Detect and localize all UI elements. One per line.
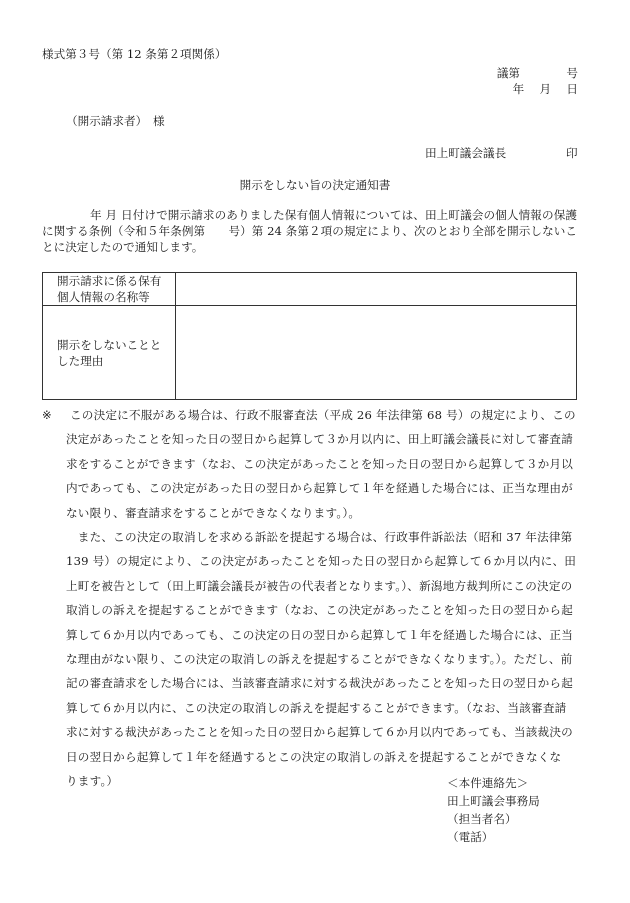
table-label-line: 開示請求に係る保有	[57, 274, 162, 288]
note-line: ります。）	[66, 774, 119, 789]
body-paragraph: 年 月 日付けで開示請求のありました保有個人情報については、田上町議会の個人情報の保護に関する条例（令和５年条例第 号）第 24 条第２項の規定により、次のとおり全部を開示しないことに決定したので通知します。	[42, 208, 577, 254]
contact-office: 田上町議会事務局	[447, 794, 540, 808]
contact-phone: （電話）	[447, 830, 494, 844]
note-line: また、この決定の取消しを求める訴訟を提起する場合は、行政事件訴訟法（昭和 37 年法律第	[66, 530, 573, 545]
note-line: 内であっても、この決定があった日の翌日から起算して１年を経過した場合には、正当な理由が	[66, 481, 573, 496]
note-line: 上町を被告として（田上町議会議長が被告の代表者となります。）、新潟地方裁判所にこの決定の	[66, 578, 573, 593]
document-date: 年 月 日	[512, 82, 578, 96]
sender-name: 田上町議会議長	[425, 146, 507, 160]
table-row	[43, 306, 577, 400]
note-line: 日の翌日から起算して１年を経過するとこの決定の取消しの訴えを提起することができなくな	[66, 749, 562, 764]
contact-heading: ＜本件連絡先＞	[447, 776, 529, 790]
form-number: 様式第３号（第 12 条第２項関係）	[42, 47, 227, 61]
table-label-line: 開示をしないことと	[57, 337, 162, 352]
table-value-cell	[176, 306, 577, 400]
note-line: な理由がない限り、この決定の取消しの訴えを提起することができなくなります。）。ただし、前	[66, 652, 573, 667]
note-line: 算して６か月以内に、この決定の取消しの訴えを提起することができます。（なお、当該審査請	[66, 700, 567, 715]
contact-person: （担当者名）	[447, 812, 517, 826]
note-line: ない限り、審査請求をすることができなくなります。）。	[66, 505, 361, 520]
table-label-cell	[43, 306, 176, 400]
table-label-cell	[43, 273, 176, 306]
table-label-line: した理由	[57, 353, 104, 368]
disclosure-table	[42, 272, 577, 400]
table-row	[43, 273, 577, 306]
table-label-line: 個人情報の名称等	[57, 290, 150, 304]
note-mark: ※	[42, 408, 52, 422]
note-line: 決定があったことを知った日の翌日から起算して３か月以内に、田上町議会議長に対して審査請	[66, 432, 574, 447]
appeal-note	[42, 403, 577, 794]
note-line: 求をすることができます（なお、この決定があったことを知った日の翌日から起算して３か月以	[66, 456, 574, 471]
note-line: 記の審査請求をした場合には、当該審査請求に対する裁決があったことを知った日の翌日から起	[66, 676, 574, 691]
note-line: この決定に不服がある場合は、行政不服審査法（平成 26 年法律第 68 号）の規定により、この	[70, 408, 576, 422]
note-line: 算して６か月以内であっても、この決定の日の翌日から起算して１年を経過した場合には、正当	[66, 627, 574, 642]
note-line: 求に対する裁決があったことを知った日の翌日から起算して６か月以内であっても、当該裁決の	[66, 725, 573, 740]
document-title: 開示をしない旨の決定通知書	[239, 178, 391, 192]
table-value-cell	[176, 273, 577, 306]
seal-mark: 印	[566, 146, 578, 160]
note-line: 取消しの訴えを提起することができます（なお、この決定があったことを知った日の翌日から起	[66, 603, 574, 618]
addressee: （開示請求者） 様	[66, 114, 165, 128]
note-line: 139 号）の規定により、この決定があったことを知った日の翌日から起算して６か月以内に、田	[66, 554, 577, 569]
document-number: 議第 号	[496, 66, 578, 80]
